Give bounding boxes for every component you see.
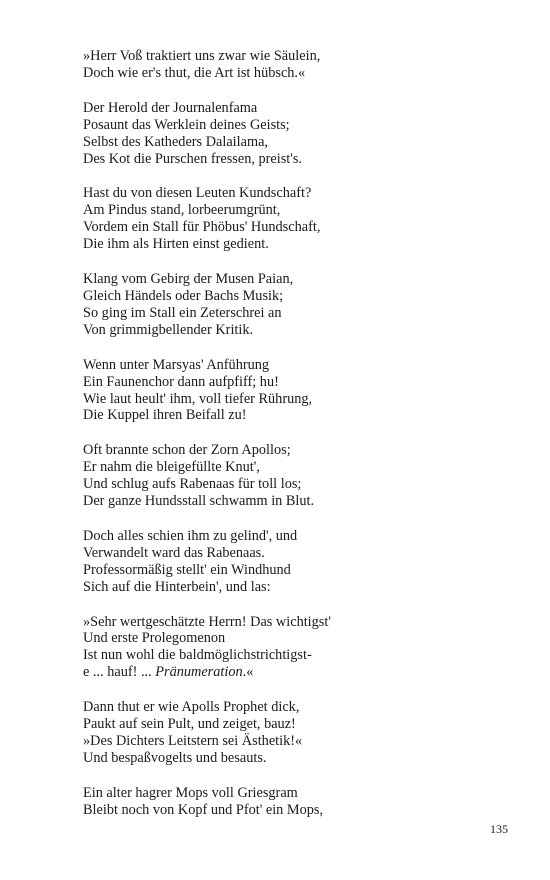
poem-line: Posaunt das Werklein deines Geists;: [83, 116, 290, 133]
poem-line: Paukt auf sein Pult, und zeiget, bauz!: [83, 716, 296, 733]
poem-line: Sich auf die Hinterbein', und las:: [83, 578, 271, 595]
poem-line: Von grimmigbellender Kritik.: [83, 321, 254, 338]
poem-line: Und bespaßvogelts und besauts.: [83, 749, 267, 766]
poem-line: Vordem ein Stall für Phöbus' Hundschaft,: [83, 219, 321, 236]
stanza: [83, 614, 503, 682]
poem-line: Ein alter hagrer Mops voll Griesgram: [83, 784, 298, 801]
stanza: [83, 785, 503, 819]
page-number: 135: [490, 822, 508, 836]
poem-line: »Herr Voß traktiert uns zwar wie Säulein,: [83, 48, 321, 64]
line-text: e ... hauf! ...: [83, 664, 156, 681]
stanza: [83, 528, 503, 596]
poem-line: [83, 664, 503, 681]
poem-line: Doch wie er's thut, die Art ist hübsch.«: [83, 64, 306, 81]
poem-line: Hast du von diesen Leuten Kundschaft?: [83, 185, 312, 202]
poem-line: Der ganze Hundsstall schwamm in Blut.: [83, 493, 315, 510]
poem-line: Wie laut heult' ihm, voll tiefer Rührung,: [83, 390, 313, 407]
poem-line: Die ihm als Hirten einst gedient.: [83, 236, 269, 253]
poem-line: Gleich Händels oder Bachs Musik;: [83, 287, 284, 304]
poem-line: Dann thut er wie Apolls Prophet dick,: [83, 699, 300, 716]
poem-line: Und schlug aufs Rabenaas für toll los;: [83, 476, 302, 493]
poem-line: Ist nun wohl die baldmöglichstrichtigst-: [83, 647, 312, 664]
poem-line: Selbst des Katheders Dalailama,: [83, 133, 269, 150]
stanza: [83, 48, 503, 82]
line-text: .«: [242, 664, 254, 681]
stanza: [83, 185, 503, 253]
poem-line: Klang vom Gebirg der Musen Paian,: [83, 271, 294, 288]
poem-line: Der Herold der Journalenfama: [83, 99, 258, 116]
poem-text: [83, 48, 503, 837]
poem-line: Des Kot die Purschen fressen, preist's.: [83, 150, 302, 167]
poem-line: So ging im Stall ein Zeterschrei an: [83, 304, 282, 321]
stanza: [83, 100, 503, 168]
stanza: [83, 271, 503, 339]
poem-line: »Sehr wertgeschätzte Herrn! Das wichtigst': [83, 613, 331, 630]
poem-line: Doch alles schien ihm zu gelind', und: [83, 527, 298, 544]
stanza: [83, 357, 503, 425]
poem-line: Er nahm die bleigefüllte Knut',: [83, 459, 260, 476]
stanza: [83, 699, 503, 767]
poem-line: Ein Faunenchor dann aufpfiff; hu!: [83, 373, 279, 390]
poem-line: Verwandelt ward das Rabenaas.: [83, 544, 265, 561]
poem-line: Professormäßig stellt' ein Windhund: [83, 561, 291, 578]
poem-line: Die Kuppel ihren Beifall zu!: [83, 407, 247, 424]
poem-line: Oft brannte schon der Zorn Apollos;: [83, 442, 291, 459]
poem-line: Und erste Prolegomenon: [83, 630, 226, 647]
poem-line: Am Pindus stand, lorbeerumgrünt,: [83, 202, 281, 219]
poem-line: Bleibt noch von Kopf und Pfot' ein Mops,: [83, 801, 324, 818]
stanza: [83, 442, 503, 510]
poem-line: »Des Dichters Leitstern sei Ästhetik!«: [83, 733, 303, 749]
poem-line: Wenn unter Marsyas' Anführung: [83, 356, 270, 373]
italic-word: Pränumeration: [155, 664, 243, 681]
